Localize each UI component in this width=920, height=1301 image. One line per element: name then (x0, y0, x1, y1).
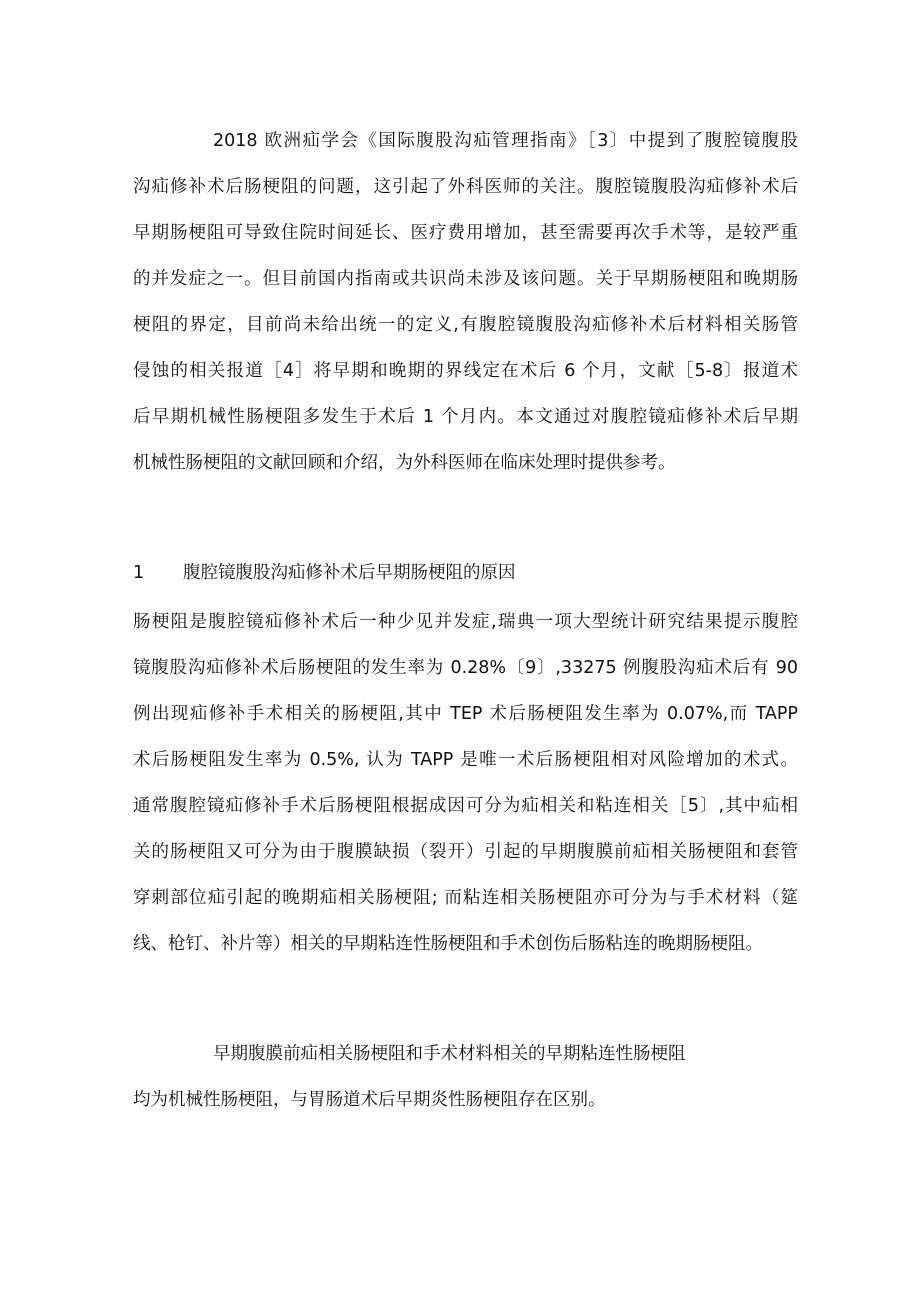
paragraph1-line-2: 沟疝修补术后肠梗阻的问题，这引起了外科医师的关注。腹腔镜腹股沟疝修补术后 (133, 177, 798, 197)
paragraph1-line-6: 侵蚀的相关报道［4］将早期和晚期的界线定在术后 6 个月，文献［5-8〕报道术 (133, 361, 798, 381)
paragraph2-line-1: 肠梗阻是腹腔镜疝修补术后一种少见并发症,瑞典一项大型统计研究结果提示腹腔 (133, 612, 798, 632)
section-number: 1 (133, 563, 145, 583)
paragraph2-line-4: 术后肠梗阻发生率为 0.5%, 认为 TAPP 是唯一术后肠梗阻相对风险增加的术式。 (133, 750, 798, 770)
paragraph1-line-7: 后早期机械性肠梗阻多发生于术后 1 个月内。本文通过对腹腔镜疝修补术后早期 (133, 407, 798, 427)
paragraph1-line-1: 2018 欧洲疝学会《国际腹股沟疝管理指南》［3〕中提到了腹腔镜腹股 (213, 131, 798, 151)
paragraph2-line-2: 镜腹股沟疝修补术后肠梗阻的发生率为 0.28%〔9〕,33275 例腹股沟疝术后有 90 (133, 658, 798, 678)
paragraph3-line-2: 均为机械性肠梗阻，与胃肠道术后早期炎性肠梗阻存在区别。 (133, 1090, 606, 1110)
paragraph1-line-5: 梗阻的界定，目前尚未给出统一的定义,有腹腔镜腹股沟疝修补术后材料相关肠管 (133, 315, 798, 335)
paragraph1-line-3: 早期肠梗阻可导致住院时间延长、医疗费用增加，甚至需要再次手术等，是较严重 (133, 223, 798, 243)
section-title: 腹腔镜腹股沟疝修补术后早期肠梗阻的原因 (183, 563, 516, 583)
paragraph2-line-7: 穿刺部位疝引起的晚期疝相关肠梗阻; 而粘连相关肠梗阻亦可分为与手术材料（筵 (133, 888, 798, 908)
paragraph1-line-4: 的并发症之一。但目前国内指南或共识尚未涉及该问题。关于早期肠梗阻和晚期肠 (133, 269, 798, 289)
paragraph2-line-8: 线、枪钉、补片等）相关的早期粘连性肠梗阻和手术创伤后肠粘连的晚期肠梗阻。 (133, 934, 763, 954)
paragraph2-line-6: 关的肠梗阻又可分为由于腹膜缺损（裂开）引起的早期腹膜前疝相关肠梗阻和套管 (133, 842, 798, 862)
paragraph2-line-5: 通常腹腔镜疝修补手术后肠梗阻根据成因可分为疝相关和粘连相关［5〕,其中疝相 (133, 796, 798, 816)
paragraph1-line-8: 机械性肠梗阻的文献回顾和介绍，为外科医师在临床处理时提供参考。 (133, 453, 676, 473)
paragraph2-line-3: 例出现疝修补手术相关的肠梗阻,其中 TEP 术后肠梗阻发生率为 0.07%,而 TAPP (133, 704, 798, 724)
section-heading (133, 561, 516, 585)
paragraph3-line-1: 早期腹膜前疝相关肠梗阻和手术材料相关的早期粘连性肠梗阻 (213, 1044, 686, 1064)
